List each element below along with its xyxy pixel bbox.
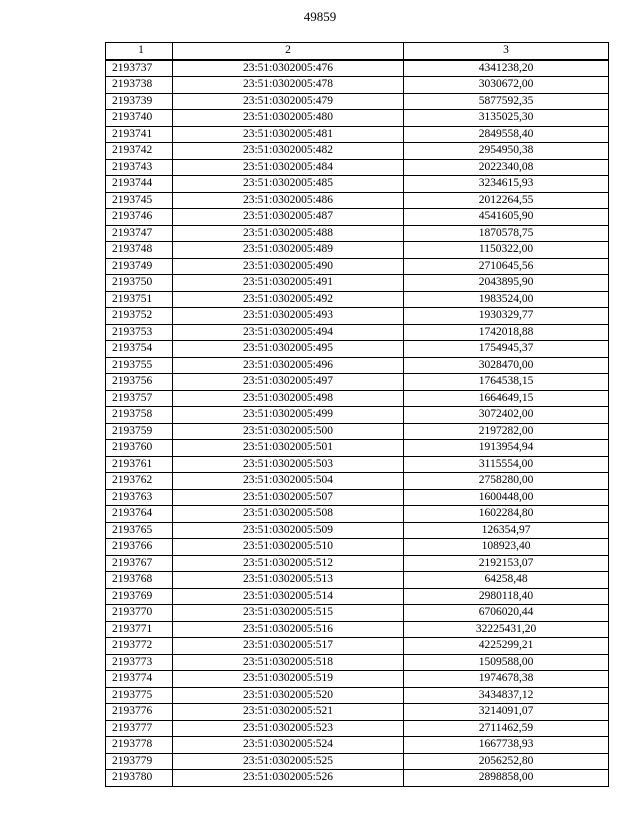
row-id-cell: 2193777 — [106, 720, 173, 737]
cadastral-number-cell: 23:51:0302005:510 — [173, 539, 404, 556]
value-cell: 108923,40 — [404, 539, 609, 556]
row-id-cell: 2193776 — [106, 704, 173, 721]
cadastral-number-cell: 23:51:0302005:514 — [173, 588, 404, 605]
value-cell: 3214091,07 — [404, 704, 609, 721]
table-row — [106, 407, 609, 424]
value-cell: 2849558,40 — [404, 126, 609, 143]
table-row — [106, 704, 609, 721]
value-cell: 5877592,35 — [404, 93, 609, 110]
value-cell: 3030672,00 — [404, 77, 609, 94]
table-row — [106, 753, 609, 770]
row-id-cell: 2193754 — [106, 341, 173, 358]
table-row — [106, 143, 609, 160]
cadastral-number-cell: 23:51:0302005:512 — [173, 555, 404, 572]
table-row — [106, 110, 609, 127]
value-cell: 1930329,77 — [404, 308, 609, 325]
cadastral-number-cell: 23:51:0302005:525 — [173, 753, 404, 770]
cadastral-number-cell: 23:51:0302005:515 — [173, 605, 404, 622]
table-row — [106, 440, 609, 457]
value-cell: 1764538,15 — [404, 374, 609, 391]
value-cell: 2954950,38 — [404, 143, 609, 160]
row-id-cell: 2193760 — [106, 440, 173, 457]
cadastral-number-cell: 23:51:0302005:526 — [173, 770, 404, 787]
row-id-cell: 2193752 — [106, 308, 173, 325]
cadastral-number-cell: 23:51:0302005:479 — [173, 93, 404, 110]
value-cell: 3028470,00 — [404, 357, 609, 374]
table-row — [106, 77, 609, 94]
cadastral-number-cell: 23:51:0302005:498 — [173, 390, 404, 407]
cadastral-number-cell: 23:51:0302005:508 — [173, 506, 404, 523]
table-body — [106, 60, 609, 787]
value-cell: 3115554,00 — [404, 456, 609, 473]
value-cell: 6706020,44 — [404, 605, 609, 622]
table-row — [106, 93, 609, 110]
row-id-cell: 2193761 — [106, 456, 173, 473]
row-id-cell: 2193739 — [106, 93, 173, 110]
table-row — [106, 374, 609, 391]
value-cell: 2043895,90 — [404, 275, 609, 292]
row-id-cell: 2193763 — [106, 489, 173, 506]
value-cell: 3072402,00 — [404, 407, 609, 424]
row-id-cell: 2193751 — [106, 291, 173, 308]
table-row — [106, 522, 609, 539]
cadastral-number-cell: 23:51:0302005:484 — [173, 159, 404, 176]
table-row — [106, 275, 609, 292]
cadastral-number-cell: 23:51:0302005:480 — [173, 110, 404, 127]
table-row — [106, 209, 609, 226]
cadastral-number-cell: 23:51:0302005:501 — [173, 440, 404, 457]
cadastral-number-cell: 23:51:0302005:519 — [173, 671, 404, 688]
value-cell: 2710645,56 — [404, 258, 609, 275]
cadastral-number-cell: 23:51:0302005:491 — [173, 275, 404, 292]
cadastral-number-cell: 23:51:0302005:495 — [173, 341, 404, 358]
cadastral-number-cell: 23:51:0302005:496 — [173, 357, 404, 374]
cadastral-number-cell: 23:51:0302005:492 — [173, 291, 404, 308]
cadastral-number-cell: 23:51:0302005:476 — [173, 60, 404, 77]
row-id-cell: 2193767 — [106, 555, 173, 572]
table-row — [106, 588, 609, 605]
table-row — [106, 770, 609, 787]
value-cell: 1913954,94 — [404, 440, 609, 457]
value-cell: 2012264,55 — [404, 192, 609, 209]
cadastral-number-cell: 23:51:0302005:494 — [173, 324, 404, 341]
cadastral-number-cell: 23:51:0302005:482 — [173, 143, 404, 160]
row-id-cell: 2193773 — [106, 654, 173, 671]
value-cell: 2056252,80 — [404, 753, 609, 770]
value-cell: 2898858,00 — [404, 770, 609, 787]
cadastral-number-cell: 23:51:0302005:503 — [173, 456, 404, 473]
table-row — [106, 671, 609, 688]
row-id-cell: 2193770 — [106, 605, 173, 622]
value-cell: 4341238,20 — [404, 60, 609, 77]
row-id-cell: 2193775 — [106, 687, 173, 704]
table-row — [106, 423, 609, 440]
table-row — [106, 308, 609, 325]
value-cell: 1974678,38 — [404, 671, 609, 688]
row-id-cell: 2193741 — [106, 126, 173, 143]
row-id-cell: 2193756 — [106, 374, 173, 391]
cadastral-number-cell: 23:51:0302005:504 — [173, 473, 404, 490]
table-row — [106, 390, 609, 407]
row-id-cell: 2193749 — [106, 258, 173, 275]
table-row — [106, 572, 609, 589]
table-row — [106, 192, 609, 209]
table-row — [106, 720, 609, 737]
row-id-cell: 2193753 — [106, 324, 173, 341]
data-table — [105, 42, 609, 787]
table-row — [106, 291, 609, 308]
cadastral-number-cell: 23:51:0302005:490 — [173, 258, 404, 275]
row-id-cell: 2193742 — [106, 143, 173, 160]
table-row — [106, 60, 609, 77]
row-id-cell: 2193768 — [106, 572, 173, 589]
value-cell: 2197282,00 — [404, 423, 609, 440]
value-cell: 64258,48 — [404, 572, 609, 589]
row-id-cell: 2193737 — [106, 60, 173, 77]
cadastral-number-cell: 23:51:0302005:517 — [173, 638, 404, 655]
cadastral-number-cell: 23:51:0302005:500 — [173, 423, 404, 440]
table-row — [106, 605, 609, 622]
value-cell: 2711462,59 — [404, 720, 609, 737]
row-id-cell: 2193740 — [106, 110, 173, 127]
row-id-cell: 2193755 — [106, 357, 173, 374]
table-row — [106, 225, 609, 242]
table-row — [106, 357, 609, 374]
row-id-cell: 2193738 — [106, 77, 173, 94]
table-header-row — [106, 43, 609, 60]
row-id-cell: 2193748 — [106, 242, 173, 259]
row-id-cell: 2193764 — [106, 506, 173, 523]
row-id-cell: 2193778 — [106, 737, 173, 754]
value-cell: 4225299,21 — [404, 638, 609, 655]
row-id-cell: 2193779 — [106, 753, 173, 770]
cadastral-number-cell: 23:51:0302005:499 — [173, 407, 404, 424]
row-id-cell: 2193747 — [106, 225, 173, 242]
row-id-cell: 2193758 — [106, 407, 173, 424]
row-id-cell: 2193759 — [106, 423, 173, 440]
value-cell: 2192153,07 — [404, 555, 609, 572]
table-row — [106, 638, 609, 655]
table-row — [106, 555, 609, 572]
value-cell: 1983524,00 — [404, 291, 609, 308]
value-cell: 3135025,30 — [404, 110, 609, 127]
row-id-cell: 2193771 — [106, 621, 173, 638]
table-row — [106, 737, 609, 754]
row-id-cell: 2193780 — [106, 770, 173, 787]
cadastral-number-cell: 23:51:0302005:516 — [173, 621, 404, 638]
row-id-cell: 2193757 — [106, 390, 173, 407]
value-cell: 1600448,00 — [404, 489, 609, 506]
cadastral-number-cell: 23:51:0302005:489 — [173, 242, 404, 259]
table-row — [106, 621, 609, 638]
value-cell: 126354,97 — [404, 522, 609, 539]
cadastral-number-cell: 23:51:0302005:518 — [173, 654, 404, 671]
cadastral-number-cell: 23:51:0302005:513 — [173, 572, 404, 589]
row-id-cell: 2193774 — [106, 671, 173, 688]
value-cell: 1754945,37 — [404, 341, 609, 358]
value-cell: 1870578,75 — [404, 225, 609, 242]
table-row — [106, 341, 609, 358]
value-cell: 2758280,00 — [404, 473, 609, 490]
table-row — [106, 258, 609, 275]
row-id-cell: 2193765 — [106, 522, 173, 539]
row-id-cell: 2193745 — [106, 192, 173, 209]
cadastral-number-cell: 23:51:0302005:493 — [173, 308, 404, 325]
cadastral-number-cell: 23:51:0302005:488 — [173, 225, 404, 242]
cadastral-number-cell: 23:51:0302005:478 — [173, 77, 404, 94]
table-row — [106, 126, 609, 143]
cadastral-number-cell: 23:51:0302005:521 — [173, 704, 404, 721]
value-cell: 1742018,88 — [404, 324, 609, 341]
table-row — [106, 456, 609, 473]
value-cell: 1602284,80 — [404, 506, 609, 523]
row-id-cell: 2193746 — [106, 209, 173, 226]
column-header-1: 1 — [106, 43, 173, 60]
table-row — [106, 506, 609, 523]
value-cell: 1150322,00 — [404, 242, 609, 259]
table-row — [106, 473, 609, 490]
table-row — [106, 687, 609, 704]
cadastral-number-cell: 23:51:0302005:520 — [173, 687, 404, 704]
column-header-2: 2 — [173, 43, 404, 60]
cadastral-number-cell: 23:51:0302005:509 — [173, 522, 404, 539]
value-cell: 3434837,12 — [404, 687, 609, 704]
cadastral-number-cell: 23:51:0302005:507 — [173, 489, 404, 506]
table-row — [106, 242, 609, 259]
cadastral-number-cell: 23:51:0302005:497 — [173, 374, 404, 391]
table-row — [106, 539, 609, 556]
row-id-cell: 2193769 — [106, 588, 173, 605]
value-cell: 32225431,20 — [404, 621, 609, 638]
value-cell: 3234615,93 — [404, 176, 609, 193]
cadastral-number-cell: 23:51:0302005:487 — [173, 209, 404, 226]
table-row — [106, 324, 609, 341]
cadastral-number-cell: 23:51:0302005:481 — [173, 126, 404, 143]
cadastral-number-cell: 23:51:0302005:485 — [173, 176, 404, 193]
table-row — [106, 159, 609, 176]
row-id-cell: 2193762 — [106, 473, 173, 490]
cadastral-number-cell: 23:51:0302005:523 — [173, 720, 404, 737]
value-cell: 1509588,00 — [404, 654, 609, 671]
row-id-cell: 2193750 — [106, 275, 173, 292]
row-id-cell: 2193766 — [106, 539, 173, 556]
value-cell: 1667738,93 — [404, 737, 609, 754]
value-cell: 2022340,08 — [404, 159, 609, 176]
table-row — [106, 654, 609, 671]
table-row — [106, 176, 609, 193]
column-header-3: 3 — [404, 43, 609, 60]
value-cell: 4541605,90 — [404, 209, 609, 226]
page-number: 49859 — [303, 9, 337, 24]
row-id-cell: 2193743 — [106, 159, 173, 176]
row-id-cell: 2193744 — [106, 176, 173, 193]
table-row — [106, 489, 609, 506]
cadastral-number-cell: 23:51:0302005:524 — [173, 737, 404, 754]
row-id-cell: 2193772 — [106, 638, 173, 655]
cadastral-number-cell: 23:51:0302005:486 — [173, 192, 404, 209]
value-cell: 2980118,40 — [404, 588, 609, 605]
value-cell: 1664649,15 — [404, 390, 609, 407]
